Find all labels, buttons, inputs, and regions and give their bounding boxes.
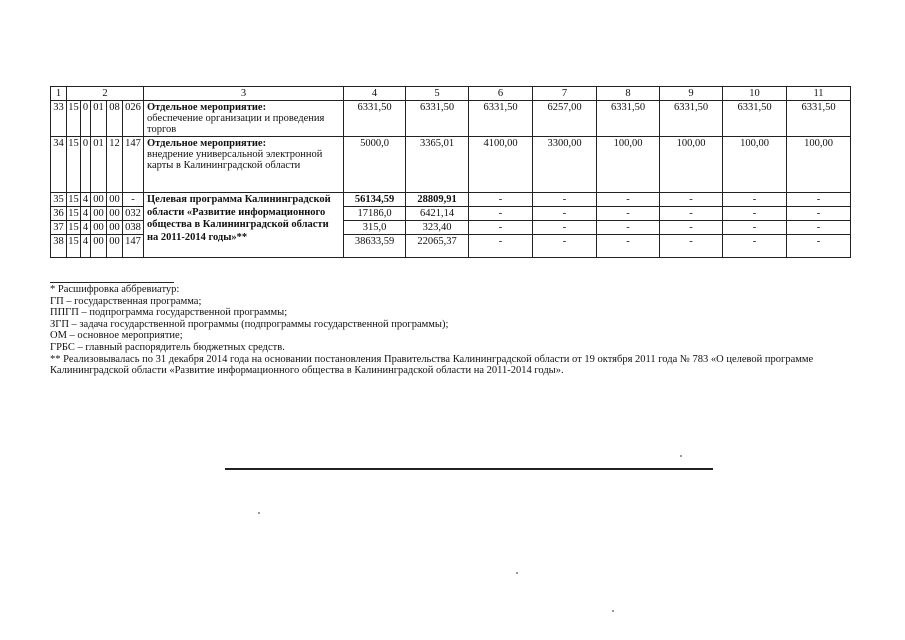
header-row xyxy=(51,87,851,101)
value-cell: 3365,01 xyxy=(406,137,469,193)
code-cell: 15 xyxy=(67,101,81,137)
activity-subtitle: внедрение универсальной электронной карты в Калининградской области xyxy=(147,149,323,171)
header-cell: 2 xyxy=(67,87,144,101)
code-cell: 00 xyxy=(91,221,107,235)
value-cell: - xyxy=(660,221,723,235)
value-cell: - xyxy=(723,221,787,235)
value-cell: - xyxy=(723,193,787,207)
value-cell: - xyxy=(469,221,533,235)
code-cell: 00 xyxy=(107,235,123,258)
row-number: 35 xyxy=(51,193,67,207)
code-cell: 026 xyxy=(123,101,144,137)
table-row xyxy=(51,137,851,193)
header-cell: 11 xyxy=(787,87,851,101)
code-cell: 4 xyxy=(81,193,91,207)
value-cell: 100,00 xyxy=(597,137,660,193)
code-cell: 12 xyxy=(107,137,123,193)
header-cell: 9 xyxy=(660,87,723,101)
code-cell: 15 xyxy=(67,235,81,258)
value-cell: - xyxy=(660,207,723,221)
header-cell: 6 xyxy=(469,87,533,101)
code-cell: - xyxy=(123,193,144,207)
footnote-line: ППГП – подпрограмма государственной программы; xyxy=(50,307,288,319)
activity-subtitle: обеспечение организации и проведения торгов xyxy=(147,113,325,135)
value-cell: - xyxy=(533,193,597,207)
code-cell: 032 xyxy=(123,207,144,221)
program-name: Целевая программа Калининградской области «Развитие информационного общества в Калининградской области на 2011-2014 годы»** xyxy=(144,193,344,258)
code-cell: 00 xyxy=(107,221,123,235)
footnote-rule xyxy=(50,282,174,283)
code-cell: 00 xyxy=(91,207,107,221)
value-cell: 38633,59 xyxy=(344,235,406,258)
value-cell: - xyxy=(469,193,533,207)
activity-name xyxy=(144,101,344,137)
value-cell: 323,40 xyxy=(406,221,469,235)
value-cell: 4100,00 xyxy=(469,137,533,193)
value-cell: - xyxy=(787,193,851,207)
value-cell: - xyxy=(660,235,723,258)
value-cell: 56134,59 xyxy=(344,193,406,207)
header-cell: 7 xyxy=(533,87,597,101)
value-cell: - xyxy=(597,193,660,207)
code-cell: 147 xyxy=(123,235,144,258)
value-cell: - xyxy=(723,235,787,258)
code-cell: 15 xyxy=(68,194,79,205)
scan-speck xyxy=(258,512,260,514)
value-cell: - xyxy=(533,235,597,258)
footnotes xyxy=(50,282,880,377)
code-cell: 0 xyxy=(81,101,91,137)
footnote-line: * Расшифровка аббревиатур: xyxy=(50,284,180,295)
value-cell: 6331,50 xyxy=(723,101,787,137)
value-cell: 6331,50 xyxy=(597,101,660,137)
value-cell: - xyxy=(533,221,597,235)
activity-title: Отдельное мероприятие: xyxy=(147,138,267,149)
footnote-line: ОМ – основное мероприятие; xyxy=(50,330,183,342)
footnote-line: ГРБС – главный распорядитель бюджетных средств. xyxy=(50,341,285,353)
code-cell: 00 xyxy=(107,193,123,207)
value-cell: - xyxy=(660,193,723,207)
scan-speck xyxy=(680,455,682,457)
value-cell: 315,0 xyxy=(344,221,406,235)
footnote-line: ** Реализовывалась по 31 декабря 2014 года на основании постановления Правительства Калининградской области от 19 октября 2011 года № 783 «О целевой программе Калининградской области «Развитие информационного общества в Калининградской области на 2011-2014 годы». xyxy=(50,353,814,377)
value-cell: 6331,50 xyxy=(344,101,406,137)
value-cell: 5000,0 xyxy=(344,137,406,193)
code-cell: 4 xyxy=(81,207,91,221)
row-number: 34 xyxy=(51,137,67,193)
code-cell: 147 xyxy=(123,137,144,193)
value-cell: - xyxy=(597,221,660,235)
value-cell: 3300,00 xyxy=(533,137,597,193)
value-cell: 6331,50 xyxy=(469,101,533,137)
code-cell: 0 xyxy=(81,137,91,193)
value-cell: 6331,50 xyxy=(787,101,851,137)
value-cell: 6331,50 xyxy=(406,101,469,137)
value-cell: 100,00 xyxy=(723,137,787,193)
signature-line xyxy=(225,468,713,470)
code-cell: 00 xyxy=(91,193,107,207)
value-cell: 100,00 xyxy=(787,137,851,193)
row-number: 37 xyxy=(51,221,67,235)
footnote-line: ЗГП – задача государственной программы (подпрограммы государственной программы); xyxy=(50,318,449,330)
row-number: 33 xyxy=(51,101,67,137)
activity-title: Отдельное мероприятие: xyxy=(147,102,267,113)
row-number: 38 xyxy=(51,235,67,258)
header-cell: 8 xyxy=(597,87,660,101)
value-cell: 6257,00 xyxy=(533,101,597,137)
value-cell: 17186,0 xyxy=(344,207,406,221)
code-cell: 15 xyxy=(67,137,81,193)
scan-speck xyxy=(516,572,518,574)
value-cell: - xyxy=(723,207,787,221)
header-cell: 10 xyxy=(723,87,787,101)
header-cell: 3 xyxy=(144,87,344,101)
activity-name xyxy=(144,137,344,193)
code-cell: 4 xyxy=(81,221,91,235)
code-cell: 01 xyxy=(91,101,107,137)
value-cell: 28809,91 xyxy=(406,193,469,207)
footnote-line: ГП – государственная программа; xyxy=(50,295,202,307)
scan-speck xyxy=(612,610,614,612)
table-row xyxy=(51,193,851,207)
header-cell: 1 xyxy=(51,87,67,101)
code-cell: 00 xyxy=(91,235,107,258)
value-cell: - xyxy=(533,207,597,221)
value-cell: - xyxy=(469,235,533,258)
code-cell: 00 xyxy=(107,207,123,221)
header-cell: 5 xyxy=(406,87,469,101)
header-cell: 4 xyxy=(344,87,406,101)
code-cell: 08 xyxy=(107,101,123,137)
value-cell: 22065,37 xyxy=(406,235,469,258)
value-cell: 100,00 xyxy=(660,137,723,193)
row-number: 36 xyxy=(51,207,67,221)
table-row xyxy=(51,101,851,137)
budget-table xyxy=(50,86,851,258)
value-cell: 6331,50 xyxy=(660,101,723,137)
value-cell: - xyxy=(787,207,851,221)
value-cell: - xyxy=(787,235,851,258)
code-cell: 15 xyxy=(68,208,79,219)
code-cell: 4 xyxy=(81,235,91,258)
code-cell: 01 xyxy=(91,137,107,193)
value-cell: - xyxy=(597,235,660,258)
code-cell: 15 xyxy=(68,222,79,233)
value-cell: - xyxy=(469,207,533,221)
value-cell: - xyxy=(787,221,851,235)
value-cell: - xyxy=(597,207,660,221)
value-cell: 6421,14 xyxy=(406,207,469,221)
code-cell: 038 xyxy=(123,221,144,235)
